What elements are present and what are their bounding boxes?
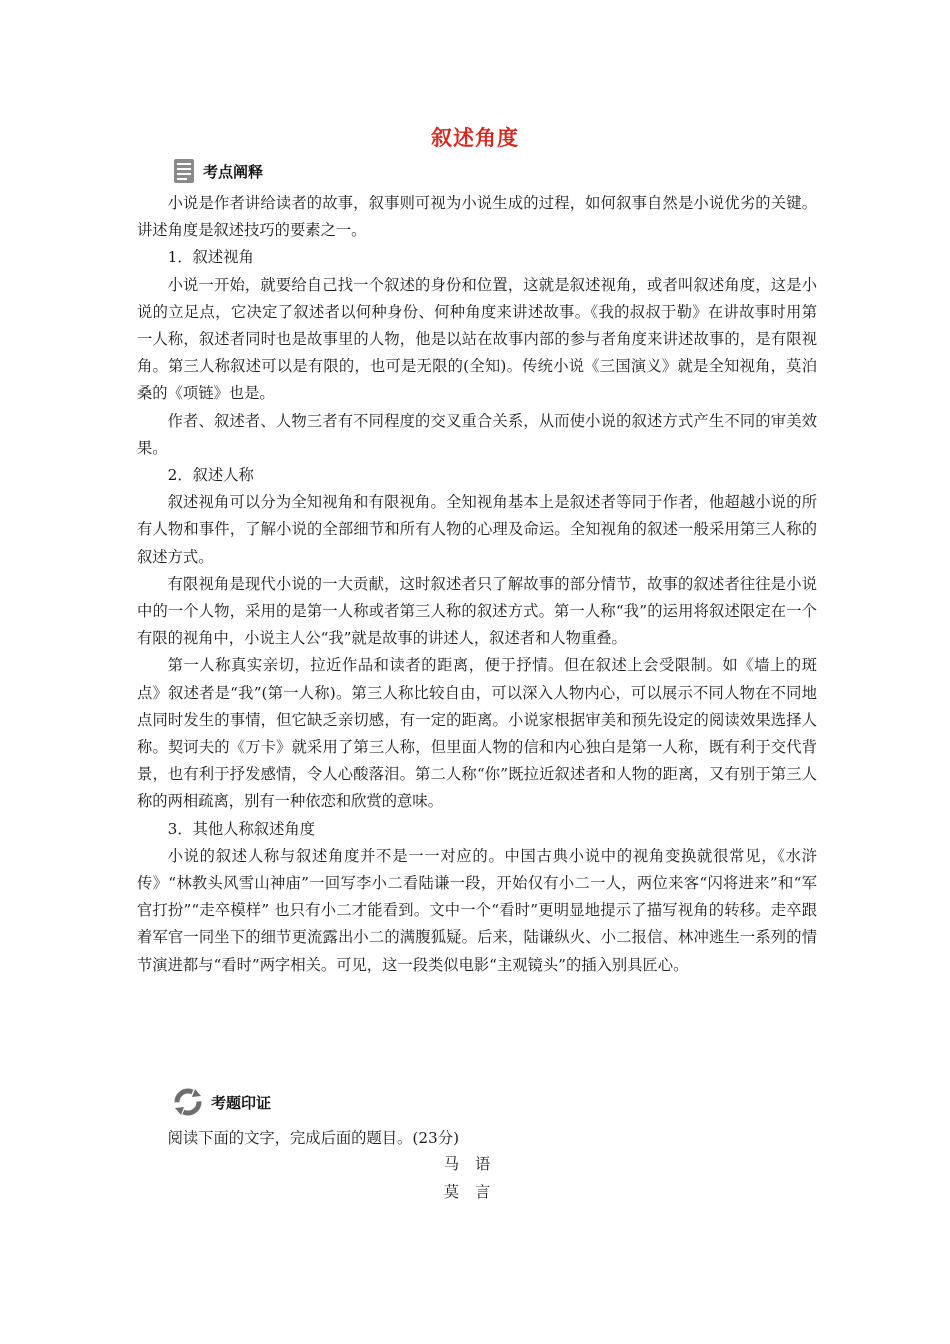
refresh-cycle-icon — [173, 1087, 203, 1117]
paragraph: 小说一开始，就要给自己找一个叙述的身份和位置，这就是叙述视角，或者叫叙述角度，这是小说的立足点，它决定了叙述者以何种身份、何种角度来讲述故事。《我的叔叔于勒》在讲故事时用第一人称，叙述者同时也是故事里的人物，他是以站在故事内部的参与者角度来讲述故事的，是有限视角。第三人称叙述可以是有限的，也可是无限的(全知)。传统小说《三国演义》就是全知视角，莫泊桑的《项链》也是。 — [137, 275, 817, 403]
paragraph: 小说是作者讲给读者的故事，叙事则可视为小说生成的过程，如何叙事自然是小说优劣的关键。讲述角度是叙述技巧的要素之一。 — [137, 194, 817, 240]
passage-title: 马语 — [443, 1155, 507, 1173]
paragraph: 第一人称真实亲切，拉近作品和读者的距离，便于抒情。但在叙述上会受限制。如《墙上的斑点》叙述者是“我”(第一人称)。第三人称比较自由，可以深入人物内心，可以展示不同人物在不同地点同时发生的事情，但它缺乏亲切感，有一定的距离。小说家根据审美和预先设定的阅读效果选择人称。契诃夫的《万卡》就采用了第三人称，但里面人物的信和内心独白是第一人称，既有利于交代背景，也有利于抒发感情，令人心酸落泪。第二人称“你”既拉近叙述者和人物的距离，又有别于第三人称的两相疏离，别有一种依恋和欣赏的意味。 — [137, 656, 817, 811]
paragraph: 叙述视角可以分为全知视角和有限视角。全知视角基本上是叙述者等同于作者，他超越小说的所有人物和事件，了解小说的全部细节和所有人物的心理及命运。全知视角的叙述一般采用第三人称的叙述方式。 — [137, 493, 817, 566]
exam-instruction-block — [137, 1125, 817, 1152]
paragraph: 作者、叙述者、人物三者有不同程度的交叉重合关系，从而使小说的叙述方式产生不同的审美效果。 — [137, 411, 817, 457]
section-label: 考题印证 — [211, 1093, 272, 1112]
section-header-explanation — [173, 157, 263, 185]
section-label: 考点阐释 — [203, 162, 264, 181]
section-header-exam — [173, 1088, 271, 1116]
page-title: 叙述角度 — [431, 126, 519, 150]
explanation-body — [137, 190, 817, 979]
subheading: 3．其他人称叙述角度 — [167, 819, 315, 838]
exam-instruction: 阅读下面的文字，完成后面的题目。(23分) — [167, 1129, 460, 1147]
subheading: 2．叙述人称 — [167, 466, 254, 485]
document-lines-icon — [173, 158, 195, 184]
subheading: 1．叙述视角 — [167, 248, 254, 267]
passage-author: 莫言 — [443, 1183, 507, 1201]
paragraph: 有限视角是现代小说的一大贡献，这时叙述者只了解故事的部分情节，故事的叙述者往往是小说中的一个人物，采用的是第一人称或者第三人称的叙述方式。第一人称“我”的运用将叙述限定在一个有限的视角中，小说主人公“我”就是故事的讲述人，叙述者和人物重叠。 — [137, 574, 817, 648]
paragraph: 小说的叙述人称与叙述角度并不是一一对应的。中国古典小说中的视角变换就很常见，《水浒传》“林教头风雪山神庙”一回写李小二看陆谦一段，开始仅有小二一人，两位来客“闪将进来”和“军官打扮”“走卒模样” 也只有小二才能看到。文中一个“看时”更明显地提示了描写视角的转移。走卒跟着军官一同坐下的细节更流露出小二的满腹狐疑。后来，陆谦纵火、小二报信、林冲逃生一系列的情节演进都与“看时”两字相关。可见，这一段类似电影“主观镜头”的插入别具匠心。 — [137, 846, 817, 974]
